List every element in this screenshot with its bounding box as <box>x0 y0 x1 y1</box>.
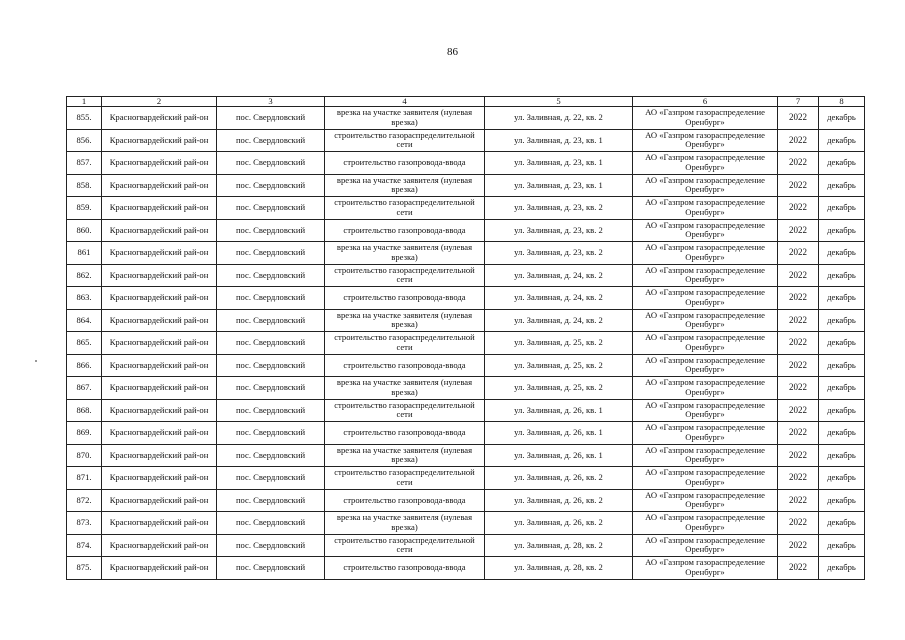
work-type-cell: строительство газопровода-ввода <box>325 489 485 512</box>
organization-cell: АО «Газпром газораспределение Оренбург» <box>633 197 778 220</box>
settlement-cell: пос. Свердловский <box>217 129 325 152</box>
district-cell: Красногвардейский рай-он <box>102 534 217 557</box>
organization-cell: АО «Газпром газораспределение Оренбург» <box>633 129 778 152</box>
table-row <box>67 444 865 467</box>
settlement-cell: пос. Свердловский <box>217 309 325 332</box>
address-cell: ул. Заливная, д. 26, кв. 2 <box>485 512 633 535</box>
district-cell: Красногвардейский рай-он <box>102 287 217 310</box>
table-row <box>67 174 865 197</box>
district-cell: Красногвардейский рай-он <box>102 174 217 197</box>
year-cell: 2022 <box>778 264 819 287</box>
table-row <box>67 377 865 400</box>
organization-cell: АО «Газпром газораспределение Оренбург» <box>633 534 778 557</box>
work-type-cell: врезка на участке заявителя (нулевая врезка) <box>325 174 485 197</box>
organization-cell: АО «Газпром газораспределение Оренбург» <box>633 264 778 287</box>
column-header: 1 <box>67 97 102 107</box>
column-header: 7 <box>778 97 819 107</box>
table-row <box>67 264 865 287</box>
work-type-cell: строительство газораспределительной сети <box>325 467 485 490</box>
row-number-cell: 875. <box>67 557 102 580</box>
district-cell: Красногвардейский рай-он <box>102 467 217 490</box>
row-number-cell: 860. <box>67 219 102 242</box>
settlement-cell: пос. Свердловский <box>217 174 325 197</box>
page-number: 86 <box>447 46 458 58</box>
work-type-cell: врезка на участке заявителя (нулевая врезка) <box>325 242 485 265</box>
table-row <box>67 557 865 580</box>
district-cell: Красногвардейский рай-он <box>102 219 217 242</box>
organization-cell: АО «Газпром газораспределение Оренбург» <box>633 422 778 445</box>
column-header: 8 <box>819 97 865 107</box>
address-cell: ул. Заливная, д. 22, кв. 2 <box>485 107 633 130</box>
month-cell: декабрь <box>819 467 865 490</box>
row-number-cell: 864. <box>67 309 102 332</box>
row-number-cell: 872. <box>67 489 102 512</box>
settlement-cell: пос. Свердловский <box>217 107 325 130</box>
month-cell: декабрь <box>819 219 865 242</box>
address-cell: ул. Заливная, д. 25, кв. 2 <box>485 377 633 400</box>
work-type-cell: врезка на участке заявителя (нулевая врезка) <box>325 107 485 130</box>
organization-cell: АО «Газпром газораспределение Оренбург» <box>633 444 778 467</box>
work-type-cell: врезка на участке заявителя (нулевая врезка) <box>325 512 485 535</box>
address-cell: ул. Заливная, д. 24, кв. 2 <box>485 264 633 287</box>
table-row <box>67 107 865 130</box>
address-cell: ул. Заливная, д. 23, кв. 1 <box>485 174 633 197</box>
address-cell: ул. Заливная, д. 26, кв. 1 <box>485 422 633 445</box>
settlement-cell: пос. Свердловский <box>217 467 325 490</box>
row-number-cell: 868. <box>67 399 102 422</box>
settlement-cell: пос. Свердловский <box>217 399 325 422</box>
settlement-cell: пос. Свердловский <box>217 197 325 220</box>
settlement-cell: пос. Свердловский <box>217 534 325 557</box>
year-cell: 2022 <box>778 489 819 512</box>
address-cell: ул. Заливная, д. 23, кв. 2 <box>485 219 633 242</box>
column-header: 3 <box>217 97 325 107</box>
work-type-cell: строительство газораспределительной сети <box>325 129 485 152</box>
month-cell: декабрь <box>819 512 865 535</box>
address-cell: ул. Заливная, д. 26, кв. 2 <box>485 489 633 512</box>
table-row <box>67 399 865 422</box>
year-cell: 2022 <box>778 377 819 400</box>
district-cell: Красногвардейский рай-он <box>102 557 217 580</box>
address-cell: ул. Заливная, д. 23, кв. 1 <box>485 152 633 175</box>
month-cell: декабрь <box>819 354 865 377</box>
work-type-cell: строительство газопровода-ввода <box>325 152 485 175</box>
settlement-cell: пос. Свердловский <box>217 219 325 242</box>
row-number-cell: 869. <box>67 422 102 445</box>
district-cell: Красногвардейский рай-он <box>102 512 217 535</box>
year-cell: 2022 <box>778 422 819 445</box>
year-cell: 2022 <box>778 242 819 265</box>
organization-cell: АО «Газпром газораспределение Оренбург» <box>633 399 778 422</box>
row-number-cell: 857. <box>67 152 102 175</box>
month-cell: декабрь <box>819 287 865 310</box>
district-cell: Красногвардейский рай-он <box>102 399 217 422</box>
address-cell: ул. Заливная, д. 28, кв. 2 <box>485 557 633 580</box>
settlement-cell: пос. Свердловский <box>217 489 325 512</box>
year-cell: 2022 <box>778 129 819 152</box>
address-cell: ул. Заливная, д. 25, кв. 2 <box>485 354 633 377</box>
organization-cell: АО «Газпром газораспределение Оренбург» <box>633 512 778 535</box>
column-header: 2 <box>102 97 217 107</box>
settlement-cell: пос. Свердловский <box>217 377 325 400</box>
column-header: 5 <box>485 97 633 107</box>
year-cell: 2022 <box>778 399 819 422</box>
month-cell: декабрь <box>819 264 865 287</box>
organization-cell: АО «Газпром газораспределение Оренбург» <box>633 174 778 197</box>
district-cell: Красногвардейский рай-он <box>102 107 217 130</box>
district-cell: Красногвардейский рай-он <box>102 242 217 265</box>
address-cell: ул. Заливная, д. 28, кв. 2 <box>485 534 633 557</box>
row-number-cell: 856. <box>67 129 102 152</box>
month-cell: декабрь <box>819 557 865 580</box>
settlement-cell: пос. Свердловский <box>217 152 325 175</box>
work-type-cell: строительство газораспределительной сети <box>325 534 485 557</box>
year-cell: 2022 <box>778 512 819 535</box>
organization-cell: АО «Газпром газораспределение Оренбург» <box>633 107 778 130</box>
year-cell: 2022 <box>778 444 819 467</box>
address-cell: ул. Заливная, д. 23, кв. 2 <box>485 242 633 265</box>
month-cell: декабрь <box>819 377 865 400</box>
settlement-cell: пос. Свердловский <box>217 557 325 580</box>
table-row <box>67 534 865 557</box>
month-cell: декабрь <box>819 197 865 220</box>
row-number-cell: 863. <box>67 287 102 310</box>
work-type-cell: строительство газопровода-ввода <box>325 557 485 580</box>
table-row <box>67 242 865 265</box>
organization-cell: АО «Газпром газораспределение Оренбург» <box>633 557 778 580</box>
row-number-cell: 855. <box>67 107 102 130</box>
year-cell: 2022 <box>778 354 819 377</box>
month-cell: декабрь <box>819 107 865 130</box>
work-type-cell: строительство газопровода-ввода <box>325 354 485 377</box>
month-cell: декабрь <box>819 422 865 445</box>
settlement-cell: пос. Свердловский <box>217 354 325 377</box>
district-cell: Красногвардейский рай-он <box>102 354 217 377</box>
district-cell: Красногвардейский рай-он <box>102 264 217 287</box>
organization-cell: АО «Газпром газораспределение Оренбург» <box>633 489 778 512</box>
organization-cell: АО «Газпром газораспределение Оренбург» <box>633 287 778 310</box>
work-type-cell: строительство газопровода-ввода <box>325 422 485 445</box>
month-cell: декабрь <box>819 332 865 355</box>
register-table <box>66 96 865 580</box>
table-row <box>67 512 865 535</box>
district-cell: Красногвардейский рай-он <box>102 444 217 467</box>
header-row <box>67 97 865 107</box>
row-number-cell: 861 <box>67 242 102 265</box>
settlement-cell: пос. Свердловский <box>217 287 325 310</box>
address-cell: ул. Заливная, д. 25, кв. 2 <box>485 332 633 355</box>
month-cell: декабрь <box>819 152 865 175</box>
district-cell: Красногвардейский рай-он <box>102 197 217 220</box>
organization-cell: АО «Газпром газораспределение Оренбург» <box>633 377 778 400</box>
organization-cell: АО «Газпром газораспределение Оренбург» <box>633 219 778 242</box>
row-number-cell: 867. <box>67 377 102 400</box>
work-type-cell: строительство газораспределительной сети <box>325 332 485 355</box>
address-cell: ул. Заливная, д. 23, кв. 2 <box>485 197 633 220</box>
address-cell: ул. Заливная, д. 23, кв. 1 <box>485 129 633 152</box>
work-type-cell: строительство газораспределительной сети <box>325 264 485 287</box>
district-cell: Красногвардейский рай-он <box>102 309 217 332</box>
year-cell: 2022 <box>778 557 819 580</box>
row-number-cell: 862. <box>67 264 102 287</box>
year-cell: 2022 <box>778 534 819 557</box>
table-row <box>67 422 865 445</box>
table-row <box>67 287 865 310</box>
organization-cell: АО «Газпром газораспределение Оренбург» <box>633 467 778 490</box>
table-row <box>67 332 865 355</box>
month-cell: декабрь <box>819 309 865 332</box>
settlement-cell: пос. Свердловский <box>217 512 325 535</box>
month-cell: декабрь <box>819 129 865 152</box>
address-cell: ул. Заливная, д. 26, кв. 1 <box>485 399 633 422</box>
row-number-cell: 871. <box>67 467 102 490</box>
work-type-cell: строительство газораспределительной сети <box>325 399 485 422</box>
table-row <box>67 467 865 490</box>
row-number-cell: 870. <box>67 444 102 467</box>
row-number-cell: 859. <box>67 197 102 220</box>
row-number-cell: 866. <box>67 354 102 377</box>
district-cell: Красногвардейский рай-он <box>102 332 217 355</box>
row-number-cell: 873. <box>67 512 102 535</box>
organization-cell: АО «Газпром газораспределение Оренбург» <box>633 152 778 175</box>
year-cell: 2022 <box>778 152 819 175</box>
column-header: 4 <box>325 97 485 107</box>
year-cell: 2022 <box>778 467 819 490</box>
organization-cell: АО «Газпром газораспределение Оренбург» <box>633 309 778 332</box>
month-cell: декабрь <box>819 444 865 467</box>
address-cell: ул. Заливная, д. 26, кв. 2 <box>485 467 633 490</box>
row-number-cell: 874. <box>67 534 102 557</box>
scan-speck <box>35 360 37 362</box>
table-row <box>67 309 865 332</box>
district-cell: Красногвардейский рай-он <box>102 152 217 175</box>
district-cell: Красногвардейский рай-он <box>102 422 217 445</box>
table-body <box>67 107 865 580</box>
work-type-cell: строительство газопровода-ввода <box>325 219 485 242</box>
settlement-cell: пос. Свердловский <box>217 332 325 355</box>
district-cell: Красногвардейский рай-он <box>102 377 217 400</box>
month-cell: декабрь <box>819 534 865 557</box>
month-cell: декабрь <box>819 242 865 265</box>
table-row <box>67 152 865 175</box>
year-cell: 2022 <box>778 287 819 310</box>
table-row <box>67 489 865 512</box>
district-cell: Красногвардейский рай-он <box>102 129 217 152</box>
row-number-cell: 858. <box>67 174 102 197</box>
year-cell: 2022 <box>778 197 819 220</box>
settlement-cell: пос. Свердловский <box>217 444 325 467</box>
table-row <box>67 354 865 377</box>
year-cell: 2022 <box>778 107 819 130</box>
address-cell: ул. Заливная, д. 24, кв. 2 <box>485 287 633 310</box>
work-type-cell: врезка на участке заявителя (нулевая врезка) <box>325 377 485 400</box>
organization-cell: АО «Газпром газораспределение Оренбург» <box>633 354 778 377</box>
district-cell: Красногвардейский рай-он <box>102 489 217 512</box>
settlement-cell: пос. Свердловский <box>217 264 325 287</box>
settlement-cell: пос. Свердловский <box>217 422 325 445</box>
table-row <box>67 197 865 220</box>
row-number-cell: 865. <box>67 332 102 355</box>
month-cell: декабрь <box>819 489 865 512</box>
work-type-cell: строительство газопровода-ввода <box>325 287 485 310</box>
year-cell: 2022 <box>778 219 819 242</box>
work-type-cell: строительство газораспределительной сети <box>325 197 485 220</box>
year-cell: 2022 <box>778 309 819 332</box>
table-row <box>67 129 865 152</box>
address-cell: ул. Заливная, д. 24, кв. 2 <box>485 309 633 332</box>
work-type-cell: врезка на участке заявителя (нулевая врезка) <box>325 309 485 332</box>
column-header: 6 <box>633 97 778 107</box>
month-cell: декабрь <box>819 174 865 197</box>
settlement-cell: пос. Свердловский <box>217 242 325 265</box>
table-row <box>67 219 865 242</box>
address-cell: ул. Заливная, д. 26, кв. 1 <box>485 444 633 467</box>
year-cell: 2022 <box>778 174 819 197</box>
work-type-cell: врезка на участке заявителя (нулевая врезка) <box>325 444 485 467</box>
organization-cell: АО «Газпром газораспределение Оренбург» <box>633 332 778 355</box>
month-cell: декабрь <box>819 399 865 422</box>
year-cell: 2022 <box>778 332 819 355</box>
organization-cell: АО «Газпром газораспределение Оренбург» <box>633 242 778 265</box>
